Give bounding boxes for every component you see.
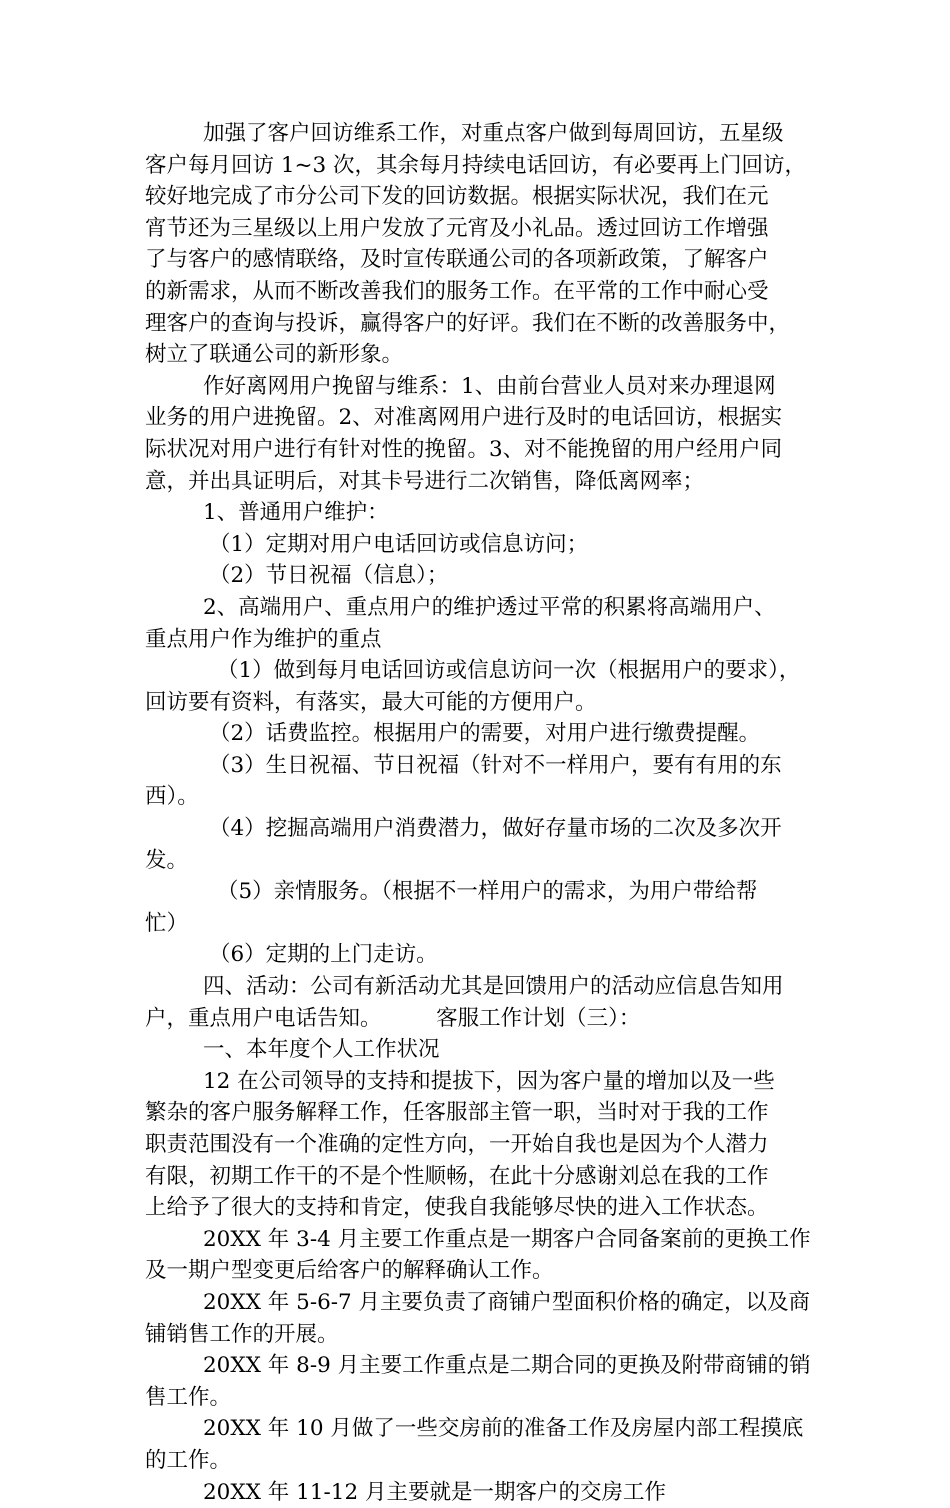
text-line: （3）生日祝福、节日祝福（针对不一样用户，要有有用的东 — [209, 752, 782, 778]
text-line: 作好离网用户挽留与维系：1、由前台营业人员对来办理退网 — [203, 373, 776, 399]
text-line: 20XX 年 8-9 月主要工作重点是二期合同的更换及附带商铺的销 — [203, 1353, 811, 1379]
paragraph-activities — [145, 971, 821, 1034]
text-line: 了与客户的感情联络，及时宣传联通公司的各项新政策，了解客户 — [145, 247, 769, 273]
text-line: 1、普通用户维护： — [203, 500, 389, 526]
text-line: 20XX 年 11-12 月主要就是一期客户的交房工作 — [203, 1479, 666, 1505]
text-line: 际状况对用户进行有针对性的挽留。3、对不能挽留的用户经用户同 — [145, 436, 783, 462]
text-line: 职责范围没有一个准确的定性方向，一开始自我也是因为个人潜力 — [145, 1132, 769, 1157]
text-line: 意，并出具证明后，对其卡号进行二次销售，降低离网率； — [145, 468, 705, 494]
text-line: 繁杂的客户服务解释工作，任客服部主管一职，当时对于我的工作 — [145, 1100, 769, 1126]
list-item — [145, 813, 821, 876]
text-line: （2）节日祝福（信息）； — [209, 563, 449, 589]
text-line: （5）亲情服务。（根据不一样用户的需求，为用户带给帮 — [217, 879, 758, 905]
text-line: 忙） — [145, 910, 189, 936]
text-line: 客户每月回访 1~3 次，其余每月持续电话回访，有必要再上门回访， — [145, 152, 807, 178]
text-line: 铺销售工作的开展。 — [145, 1321, 339, 1347]
text-line: （2）话费监控。根据用户的需要，对用户进行缴费提醒。 — [209, 721, 761, 747]
text-line: （1）做到每月电话回访或信息访问一次（根据用户的要求）， — [217, 658, 801, 684]
paragraph-august-september — [145, 1350, 821, 1413]
heading-regular-users — [145, 497, 821, 529]
list-item — [145, 750, 821, 813]
paragraph-may-july — [145, 1287, 821, 1350]
text-line: 及一期户型变更后给客户的解释确认工作。 — [145, 1258, 554, 1284]
text-line: 业务的用户进挽留。2、对准离网用户进行及时的电话回访，根据实 — [145, 405, 783, 431]
text-line: 四、活动：公司有新活动尤其是回馈用户的活动应信息告知用 — [203, 974, 784, 1000]
paragraph-customer-visits — [145, 118, 821, 371]
list-item — [145, 655, 821, 718]
paragraph-retention — [145, 371, 821, 497]
list-item — [145, 876, 821, 939]
text-line: 的新需求，从而不断改善我们的服务工作。在平常的工作中耐心受 — [145, 278, 769, 304]
paragraph-march-april — [145, 1224, 821, 1287]
text-line: 20XX 年 10 月做了一些交房前的准备工作及房屋内部工程摸底 — [203, 1416, 804, 1442]
text-line: 20XX 年 3-4 月主要工作重点是一期客户合同备案前的更换工作 — [203, 1226, 811, 1252]
text-line: 理客户的查询与投诉，赢得客户的好评。我们在不断的改善服务中， — [145, 310, 791, 336]
list-item — [145, 718, 821, 750]
text-line: 西）。 — [145, 784, 199, 810]
text-line: 有限，初期工作干的不是个性顺畅，在此十分感谢刘总在我的工作 — [145, 1163, 769, 1189]
text-line: 宵节还为三星级以上用户发放了元宵及小礼品。透过回访工作增强 — [145, 215, 769, 241]
list-item — [145, 939, 821, 971]
text-line: 户，重点用户电话告知。 客服工作计划（三）： — [145, 1005, 641, 1031]
paragraph-promotion — [145, 1066, 821, 1224]
text-line: 上给予了很大的支持和肯定，使我自我能够尽快的进入工作状态。 — [145, 1195, 769, 1221]
paragraph-october — [145, 1413, 821, 1476]
text-line: 20XX 年 5-6-7 月主要负责了商铺户型面积价格的确定，以及商 — [203, 1289, 811, 1315]
list-item — [145, 560, 821, 592]
text-line: 售工作。 — [145, 1384, 232, 1410]
text-line: 的工作。 — [145, 1447, 232, 1473]
text-line: 树立了联通公司的新形象。 — [145, 342, 404, 368]
text-line: 较好地完成了市分公司下发的回访数据。根据实际状况，我们在元 — [145, 184, 769, 210]
text-line: 加强了客户回访维系工作，对重点客户做到每周回访，五星级 — [203, 121, 784, 146]
text-line: 发。 — [145, 847, 189, 873]
text-line: （1）定期对用户电话回访或信息访问； — [209, 531, 589, 557]
text-line: 回访要有资料，有落实，最大可能的方便用户。 — [145, 689, 597, 715]
text-line: 重点用户作为维护的重点 — [145, 626, 382, 652]
paragraph-november-december — [145, 1477, 821, 1508]
text-line: 12 在公司领导的支持和提拔下，因为客户量的增加以及一些 — [203, 1068, 775, 1094]
heading-premium-users — [145, 592, 821, 655]
text-line: 2、高端用户、重点用户的维护透过平常的积累将高端用户、 — [203, 594, 776, 620]
text-line: 一、本年度个人工作状况 — [203, 1037, 440, 1063]
text-line: （4）挖掘高端用户消费潜力，做好存量市场的二次及多次开 — [209, 816, 782, 842]
document-body — [145, 118, 821, 1508]
text-line: （6）定期的上门走访。 — [209, 942, 438, 968]
heading-annual-status — [145, 1034, 821, 1066]
list-item — [145, 529, 821, 561]
